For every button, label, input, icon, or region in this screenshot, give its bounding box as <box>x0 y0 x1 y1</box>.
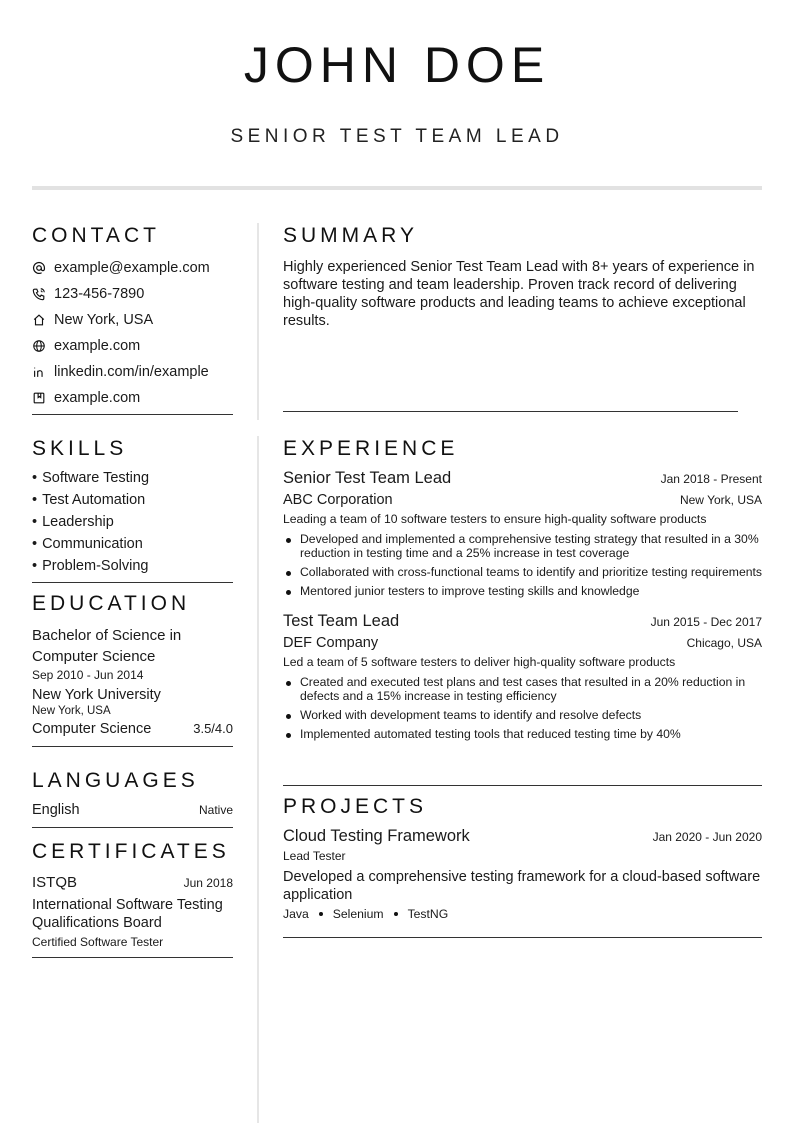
project-dates: Jan 2020 - Jun 2020 <box>652 830 762 844</box>
skill-item: • Communication <box>32 533 233 555</box>
job-location: New York, USA <box>679 493 762 507</box>
bookmark-icon <box>32 391 46 405</box>
job-bullet: Developed and implemented a comprehensive testing strategy that resulted in a 30% reduction in testing time and a 25% increase in test coverage <box>283 532 762 560</box>
job-bullet: Implemented automated testing tools that reduced testing time by 40% <box>283 727 762 741</box>
contact-website[interactable] <box>32 333 233 359</box>
education-location: New York, USA <box>32 705 111 717</box>
header-divider <box>32 186 762 190</box>
job-location: Chicago, USA <box>686 636 762 650</box>
contact-phone-text: 123-456-7890 <box>54 286 145 302</box>
job-dates: Jan 2018 - Present <box>660 472 762 486</box>
job-bullet: Collaborated with cross-functional teams to identify and prioritize testing requirements <box>283 565 762 579</box>
contact-location-text: New York, USA <box>54 312 154 328</box>
job-entry <box>283 612 762 741</box>
at-icon <box>32 261 46 275</box>
project-tech-item: Selenium <box>332 907 384 921</box>
summary-heading: SUMMARY <box>283 224 418 247</box>
separator-dot-icon <box>319 912 323 916</box>
education-gpa: 3.5/4.0 <box>193 721 233 736</box>
certificate-date: Jun 2018 <box>183 876 233 890</box>
project-tech-item: Java <box>283 907 309 921</box>
contact-email[interactable] <box>32 255 233 281</box>
contact-website-text: example.com <box>54 338 141 354</box>
language-name: English <box>32 802 80 818</box>
skill-item: • Leadership <box>32 511 233 533</box>
contact-portfolio[interactable] <box>32 385 233 411</box>
candidate-title: SENIOR TEST TEAM LEAD <box>230 126 564 147</box>
experience-divider <box>283 785 762 786</box>
projects-heading: PROJECTS <box>283 795 428 818</box>
skills-divider <box>32 582 233 583</box>
job-dates: Jun 2015 - Dec 2017 <box>650 615 762 629</box>
contact-section <box>32 224 233 415</box>
contact-location <box>32 307 233 333</box>
job-description: Led a team of 5 software testers to deliver high-quality software products <box>283 655 676 669</box>
candidate-name: JOHN DOE <box>243 37 551 93</box>
project-description: Developed a comprehensive testing framework for a cloud-based software application <box>283 869 761 903</box>
globe-icon <box>32 339 46 353</box>
certificates-section <box>32 840 233 958</box>
contact-phone[interactable] <box>32 281 233 307</box>
education-heading: EDUCATION <box>32 592 191 615</box>
languages-divider <box>32 827 233 828</box>
certificate-detail: Certified Software Tester <box>32 935 164 949</box>
column-divider-top <box>257 223 259 420</box>
languages-section <box>32 769 233 828</box>
skill-item: • Problem-Solving <box>32 555 233 577</box>
job-bullet: Mentored junior testers to improve testing skills and knowledge <box>283 584 762 598</box>
languages-heading: LANGUAGES <box>32 769 199 792</box>
projects-section <box>283 795 762 921</box>
summary-divider <box>283 411 738 412</box>
contact-linkedin-text: linkedin.com/in/example <box>54 364 209 380</box>
job-description: Leading a team of 10 software testers to ensure high-quality software products <box>283 512 707 526</box>
certificate-issuer: International Software Testing Qualifications Board <box>32 897 223 931</box>
project-role: Lead Tester <box>283 849 346 863</box>
experience-section <box>283 437 762 746</box>
education-dates: Sep 2010 - Jun 2014 <box>32 668 144 682</box>
certificates-heading: CERTIFICATES <box>32 840 230 863</box>
phone-icon <box>32 287 46 301</box>
education-school: New York University <box>32 687 161 703</box>
contact-email-text: example@example.com <box>54 260 210 276</box>
linkedin-icon <box>32 365 46 379</box>
education-section <box>32 592 233 747</box>
job-bullet: Worked with development teams to identify and resolve defects <box>283 708 762 722</box>
certificate-name: ISTQB <box>32 874 78 891</box>
skill-item: • Software Testing <box>32 467 233 489</box>
education-degree: Bachelor of Science in Computer Science <box>32 627 182 665</box>
job-bullet: Created and executed test plans and test cases that resulted in a 20% reduction in defects and a 15% increase in testing efficiency <box>283 675 762 703</box>
job-title: Senior Test Team Lead <box>283 469 452 487</box>
project-tech-list <box>283 907 762 921</box>
education-field: Computer Science <box>32 721 152 737</box>
skills-section <box>32 437 233 583</box>
job-company: DEF Company <box>283 635 379 651</box>
summary-section <box>283 224 762 330</box>
job-entry <box>283 469 762 598</box>
experience-heading: EXPERIENCE <box>283 437 459 460</box>
home-icon <box>32 313 46 327</box>
column-divider-bottom <box>257 436 259 1123</box>
contact-linkedin[interactable] <box>32 359 233 385</box>
contact-heading: CONTACT <box>32 224 160 247</box>
education-divider <box>32 746 233 747</box>
job-title: Test Team Lead <box>283 612 400 630</box>
certificates-divider <box>32 957 233 958</box>
language-level: Native <box>198 803 233 817</box>
project-name: Cloud Testing Framework <box>283 827 470 845</box>
separator-dot-icon <box>394 912 398 916</box>
projects-divider <box>283 937 762 938</box>
project-tech-item: TestNG <box>407 907 449 921</box>
summary-text: Highly experienced Senior Test Team Lead with 8+ years of experience in software testing and team leadership. Proven track record of delivering high-quality software products and leading teams to achieve exceptional results. <box>283 259 755 329</box>
skill-item: • Test Automation <box>32 489 233 511</box>
contact-divider <box>32 414 233 415</box>
skills-heading: SKILLS <box>32 437 128 460</box>
contact-portfolio-text: example.com <box>54 390 141 406</box>
job-company: ABC Corporation <box>283 492 393 508</box>
